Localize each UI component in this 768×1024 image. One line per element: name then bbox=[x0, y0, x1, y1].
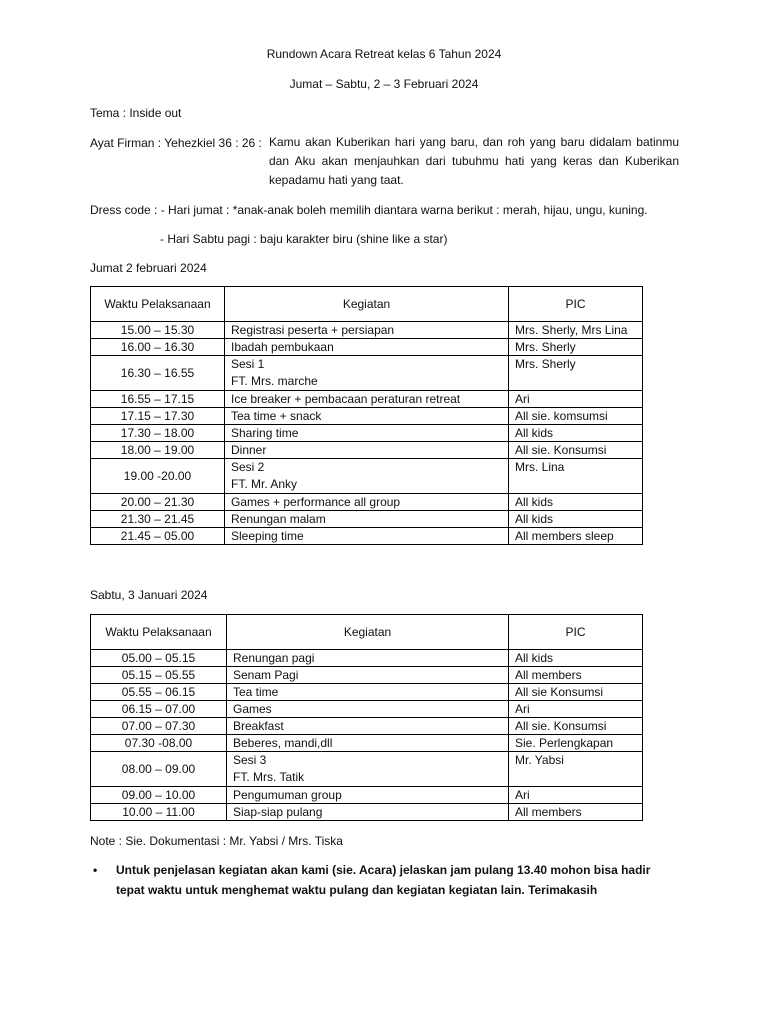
activity-line: FT. Mr. Anky bbox=[231, 477, 298, 491]
column-header-pic: PIC bbox=[509, 615, 643, 650]
activity-line: Sharing time bbox=[231, 426, 299, 440]
time-cell: 06.15 – 07.00 bbox=[91, 701, 227, 718]
activity-line: Pengumuman group bbox=[233, 788, 342, 802]
time-cell: 16.00 – 16.30 bbox=[91, 339, 225, 356]
time-cell: 05.00 – 05.15 bbox=[91, 650, 227, 667]
activity-line: FT. Mrs. Tatik bbox=[233, 770, 305, 784]
table-row bbox=[91, 442, 643, 459]
activity-line: Renungan malam bbox=[231, 512, 326, 526]
activity-cell bbox=[225, 511, 509, 528]
activity-cell bbox=[227, 752, 509, 787]
time-cell: 15.00 – 15.30 bbox=[91, 322, 225, 339]
pic-cell: Mr. Yabsi bbox=[509, 752, 643, 787]
day2-heading: Sabtu, 3 Januari 2024 bbox=[90, 588, 208, 602]
column-header-activity: Kegiatan bbox=[227, 615, 509, 650]
activity-cell bbox=[227, 718, 509, 735]
note-line: Note : Sie. Dokumentasi : Mr. Yabsi / Mrs. Tiska bbox=[90, 834, 343, 848]
pic-cell: All sie. komsumsi bbox=[509, 408, 643, 425]
activity-line: Games + performance all group bbox=[231, 495, 401, 509]
activity-line: Tea time bbox=[233, 685, 279, 699]
table-row bbox=[91, 787, 643, 804]
column-header-activity: Kegiatan bbox=[225, 287, 509, 322]
activity-cell bbox=[227, 735, 509, 752]
activity-cell bbox=[225, 425, 509, 442]
table-header-row bbox=[91, 287, 643, 322]
pic-cell: Mrs. Sherly, Mrs Lina bbox=[509, 322, 643, 339]
activity-line: Tea time + snack bbox=[231, 409, 322, 423]
time-cell: 05.15 – 05.55 bbox=[91, 667, 227, 684]
activity-cell bbox=[225, 528, 509, 545]
table-row bbox=[91, 804, 643, 821]
document-title: Rundown Acara Retreat kelas 6 Tahun 2024 bbox=[266, 47, 502, 61]
table-row bbox=[91, 667, 643, 684]
pic-cell: Mrs. Sherly bbox=[509, 339, 643, 356]
pic-cell: All kids bbox=[509, 511, 643, 528]
time-cell: 05.55 – 06.15 bbox=[91, 684, 227, 701]
activity-line: Ibadah pembukaan bbox=[231, 340, 334, 354]
table-row bbox=[91, 339, 643, 356]
pic-cell: All members bbox=[509, 667, 643, 684]
time-cell: 17.15 – 17.30 bbox=[91, 408, 225, 425]
column-header-time: Waktu Pelaksanaan bbox=[91, 615, 227, 650]
pic-cell: Sie. Perlengkapan bbox=[509, 735, 643, 752]
activity-cell bbox=[225, 356, 509, 391]
activity-line: Ice breaker + pembacaan peraturan retreat bbox=[231, 392, 461, 406]
table-row bbox=[91, 391, 643, 408]
time-cell: 21.30 – 21.45 bbox=[91, 511, 225, 528]
activity-cell bbox=[225, 391, 509, 408]
column-header-pic: PIC bbox=[509, 287, 643, 322]
pic-cell: All sie. Konsumsi bbox=[509, 718, 643, 735]
pic-cell: All kids bbox=[509, 425, 643, 442]
time-cell: 16.30 – 16.55 bbox=[91, 356, 225, 391]
activity-line: Sesi 2 bbox=[231, 460, 265, 474]
activity-cell bbox=[227, 804, 509, 821]
pic-cell: Mrs. Sherly bbox=[509, 356, 643, 391]
pic-cell: All members sleep bbox=[509, 528, 643, 545]
bullet-note bbox=[93, 860, 682, 900]
time-cell: 18.00 – 19.00 bbox=[91, 442, 225, 459]
time-cell: 21.45 – 05.00 bbox=[91, 528, 225, 545]
day2-schedule-table bbox=[90, 614, 643, 821]
ayat-label: Ayat Firman : Yehezkiel 36 : 26 : bbox=[90, 136, 262, 150]
table-row bbox=[91, 494, 643, 511]
activity-line: Senam Pagi bbox=[233, 668, 299, 682]
pic-cell: All members bbox=[509, 804, 643, 821]
table-row bbox=[91, 511, 643, 528]
bullet-icon: • bbox=[93, 863, 98, 877]
activity-cell bbox=[225, 459, 509, 494]
pic-cell: Ari bbox=[509, 787, 643, 804]
table-row bbox=[91, 425, 643, 442]
table-row bbox=[91, 408, 643, 425]
pic-cell: All kids bbox=[509, 494, 643, 511]
day1-heading: Jumat 2 februari 2024 bbox=[90, 261, 207, 275]
activity-cell bbox=[227, 667, 509, 684]
activity-line: Breakfast bbox=[233, 719, 284, 733]
activity-line: Renungan pagi bbox=[233, 651, 315, 665]
time-cell: 10.00 – 11.00 bbox=[91, 804, 227, 821]
time-cell: 08.00 – 09.00 bbox=[91, 752, 227, 787]
table-row bbox=[91, 528, 643, 545]
pic-cell: Ari bbox=[509, 701, 643, 718]
activity-line: Games bbox=[233, 702, 272, 716]
table-row bbox=[91, 735, 643, 752]
bullet-text: Untuk penjelasan kegiatan akan kami (sie. Acara) jelaskan jam pulang 13.40 mohon bisa hadir tepat waktu untuk menghemat waktu pulang dan kegiatan kegiatan lain. Terimakasih bbox=[116, 863, 651, 897]
time-cell: 16.55 – 17.15 bbox=[91, 391, 225, 408]
pic-cell: All sie Konsumsi bbox=[509, 684, 643, 701]
activity-line: Beberes, mandi,dll bbox=[233, 736, 333, 750]
table-header-row bbox=[91, 615, 643, 650]
activity-cell bbox=[225, 322, 509, 339]
table-row bbox=[91, 701, 643, 718]
table-row bbox=[91, 459, 643, 494]
table-row bbox=[91, 718, 643, 735]
activity-line: Sesi 1 bbox=[231, 357, 265, 371]
time-cell: 07.30 -08.00 bbox=[91, 735, 227, 752]
theme-line: Tema : Inside out bbox=[90, 106, 182, 120]
table-row bbox=[91, 322, 643, 339]
pic-cell: Mrs. Lina bbox=[509, 459, 643, 494]
pic-cell: Ari bbox=[509, 391, 643, 408]
table-row bbox=[91, 650, 643, 667]
time-cell: 07.00 – 07.30 bbox=[91, 718, 227, 735]
pic-cell: All kids bbox=[509, 650, 643, 667]
dress-code-line-1: Dress code : - Hari jumat : *anak-anak boleh memilih diantara warna berikut : merah, hijau, ungu, kuning. bbox=[90, 203, 648, 217]
ayat-body: Kamu akan Kuberikan hari yang baru, dan roh yang baru didalam batinmu dan Aku akan menjauhkan dari tubuhmu hati yang keras dan Kuberikan kepadamu hati yang taat. bbox=[269, 135, 679, 187]
activity-cell bbox=[227, 684, 509, 701]
day1-schedule-table bbox=[90, 286, 643, 545]
date-range: Jumat – Sabtu, 2 – 3 Februari 2024 bbox=[289, 77, 479, 91]
table-row bbox=[91, 356, 643, 391]
activity-cell bbox=[225, 442, 509, 459]
time-cell: 19.00 -20.00 bbox=[91, 459, 225, 494]
time-cell: 20.00 – 21.30 bbox=[91, 494, 225, 511]
activity-cell bbox=[227, 650, 509, 667]
activity-cell bbox=[227, 701, 509, 718]
pic-cell: All sie. Konsumsi bbox=[509, 442, 643, 459]
activity-cell bbox=[227, 787, 509, 804]
column-header-time: Waktu Pelaksanaan bbox=[91, 287, 225, 322]
time-cell: 09.00 – 10.00 bbox=[91, 787, 227, 804]
activity-line: Registrasi peserta + persiapan bbox=[231, 323, 395, 337]
activity-line: Sesi 3 bbox=[233, 753, 267, 767]
activity-cell bbox=[225, 494, 509, 511]
time-cell: 17.30 – 18.00 bbox=[91, 425, 225, 442]
activity-line: Siap-siap pulang bbox=[233, 805, 323, 819]
table-row bbox=[91, 684, 643, 701]
activity-line: Dinner bbox=[231, 443, 267, 457]
activity-cell bbox=[225, 408, 509, 425]
activity-cell bbox=[225, 339, 509, 356]
table-row bbox=[91, 752, 643, 787]
activity-line: Sleeping time bbox=[231, 529, 304, 543]
activity-line: FT. Mrs. marche bbox=[231, 374, 318, 388]
dress-code-line-2: - Hari Sabtu pagi : baju karakter biru (shine like a star) bbox=[160, 232, 448, 246]
